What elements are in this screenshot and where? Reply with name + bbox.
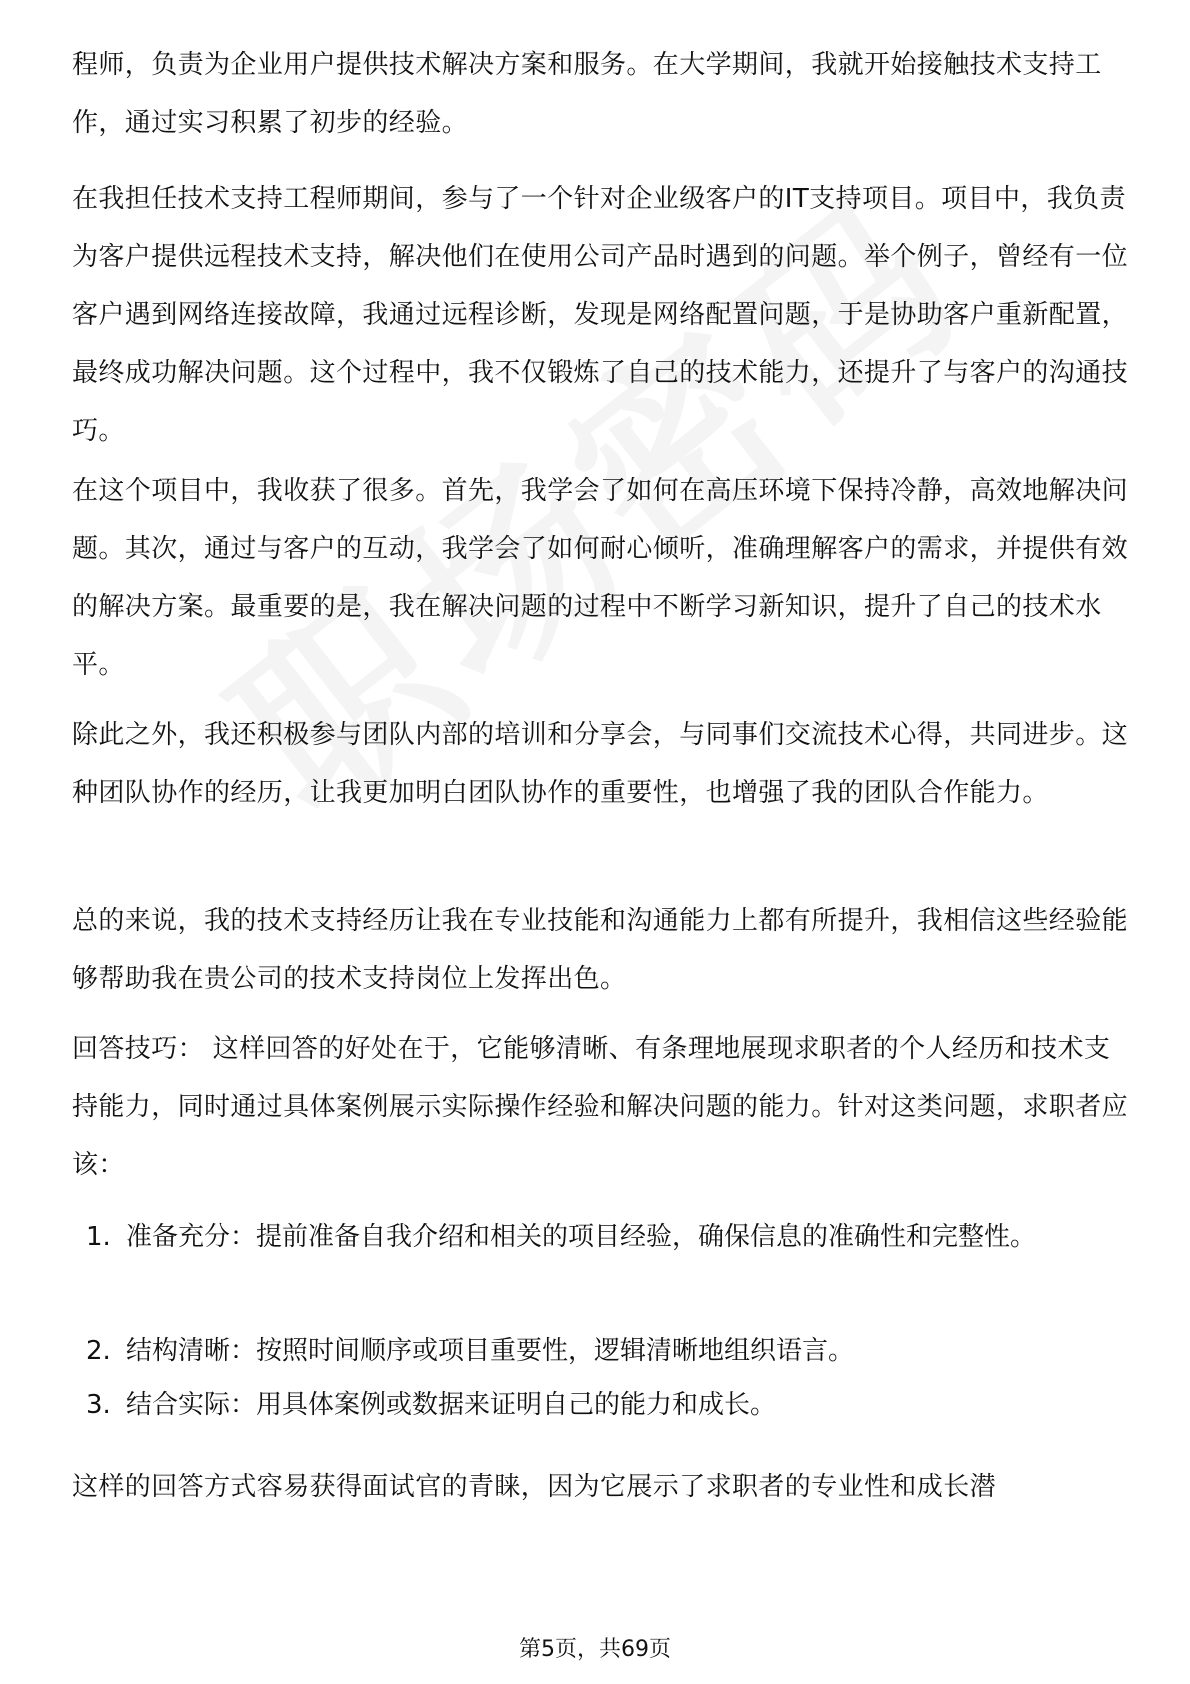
paragraph-project: 在我担任技术支持工程师期间，参与了一个针对企业级客户的IT支持项目。项目中，我负责为客户提供远程技术支持，解决他们在使用公司产品时遇到的问题。举个例子，曾经有一位客户遇到网络连接故障，我通过远程诊断，发现是网络配置问题，于是协助客户重新配置，最终成功解决问题。这个过程中，我不仅锻炼了自己的技术能力，还提升了与客户的沟通技巧。 xyxy=(72,184,1129,446)
paragraph-closing: 这样的回答方式容易获得面试官的青睐，因为它展示了求职者的专业性和成长潜 xyxy=(72,1472,997,1502)
paragraph-tips: 回答技巧： 这样回答的好处在于，它能够清晰、有条理地展现求职者的个人经历和技术支持能力，同时通过具体案例展示实际操作经验和解决问题的能力。针对这类问题，求职者应该： xyxy=(72,1034,1129,1180)
list-number: 2. xyxy=(86,1336,111,1366)
list-text: 结构清晰：按照时间顺序或项目重要性，逻辑清晰地组织语言。 xyxy=(126,1336,855,1366)
paragraph-teamwork: 除此之外，我还积极参与团队内部的培训和分享会，与同事们交流技术心得，共同进步。这种团队协作的经历，让我更加明白团队协作的重要性，也增强了我的团队合作能力。 xyxy=(72,720,1129,808)
paragraph-intro: 程师，负责为企业用户提供技术解决方案和服务。在大学期间，我就开始接触技术支持工作，通过实习积累了初步的经验。 xyxy=(72,50,1102,138)
paragraph-summary: 总的来说，我的技术支持经历让我在专业技能和沟通能力上都有所提升，我相信这些经验能够帮助我在贵公司的技术支持岗位上发挥出色。 xyxy=(72,906,1129,994)
list-number: 3. xyxy=(86,1390,111,1420)
list-text: 结合实际：用具体案例或数据来证明自己的能力和成长。 xyxy=(126,1390,777,1420)
paragraph-gains: 在这个项目中，我收获了很多。首先，我学会了如何在高压环境下保持冷静，高效地解决问题。其次，通过与客户的互动，我学会了如何耐心倾听，准确理解客户的需求，并提供有效的解决方案。最重要的是，我在解决问题的过程中不断学习新知识，提升了自己的技术水平。 xyxy=(72,476,1129,680)
page-footer: 第5页，共69页 xyxy=(519,1637,671,1662)
list-number: 1. xyxy=(86,1222,111,1252)
list-text: 准备充分：提前准备自我介绍和相关的项目经验，确保信息的准确性和完整性。 xyxy=(126,1222,1037,1252)
